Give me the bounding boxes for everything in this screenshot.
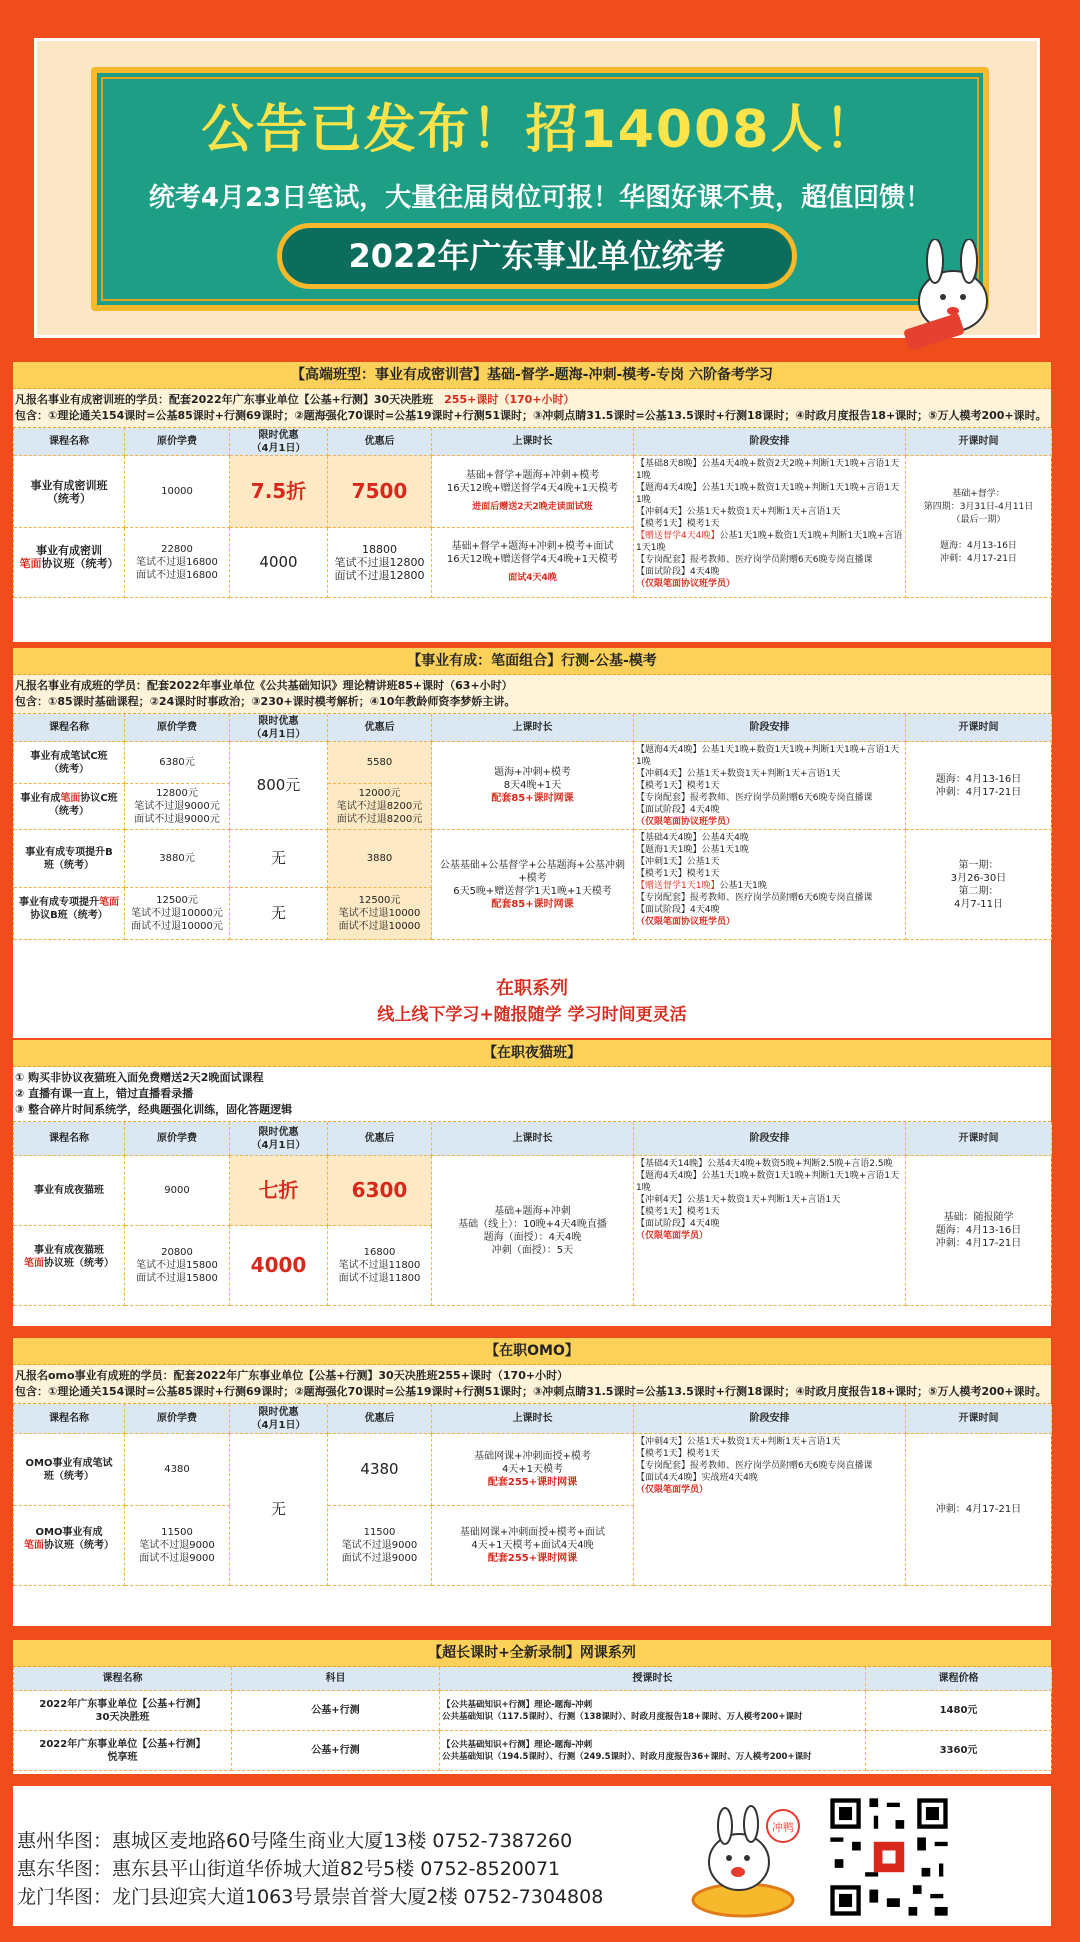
section-night-class bbox=[13, 1040, 1051, 1326]
course-duration: 基础+督学+题海+冲刺+模考 16天12晚+赠送督学4天4晚+1天模考 进面后赠送2天2晚走读面试班 bbox=[432, 456, 634, 528]
col-header: 原价学费 bbox=[125, 1122, 230, 1156]
section-title: 【事业有成：笔面组合】行测-公基-模考 bbox=[13, 648, 1051, 675]
course-duration: 【公共基础知识+行测】理论-题海-冲刺 公共基础知识（194.5课时）、行测（249.5课时）、时政月度报告36+课时、万人模考200+课时 bbox=[440, 1731, 866, 1771]
discount: 4000 bbox=[230, 528, 328, 598]
section-note: 凡报名事业有成密训班的学员：配套2022年广东事业单位【公基+行测】30天决胜班 255+课时（170+小时） 包含：①理论通关154课时=公基85课时+行测69课时；②题海强化70课时=公基19课时+行测51课时；③冲刺点睛31.5课时=公基13.5课时+行测18课时；④时政月度报告18+课时；⑤万人模考200+课时。 bbox=[13, 389, 1051, 428]
course-duration: 【公共基础知识+行测】理论-题海-冲刺 公共基础知识（117.5课时）、行测（138课时）、时政月度报告18+课时、万人模考200+课时 bbox=[440, 1691, 866, 1731]
final-price: 7500 bbox=[328, 456, 432, 528]
final-price: 6300 bbox=[328, 1156, 432, 1226]
course-name: 事业有成专项提升笔面协议B班（统考） bbox=[14, 888, 125, 940]
qr-code-icon bbox=[826, 1794, 952, 1920]
course-price: 3360元 bbox=[866, 1731, 1052, 1771]
discount: 无 bbox=[230, 830, 328, 888]
col-header: 上课时长 bbox=[432, 1404, 634, 1434]
final-price: 16800 笔试不过退11800 面试不过退11800 bbox=[328, 1226, 432, 1306]
course-table bbox=[13, 428, 1051, 598]
stage-schedule: 【基础8天8晚】公基4天4晚+数资2天2晚+判断1天1晚+言语1天1晚 【题海4天4晚】公基1天1晚+数资1天1晚+判断1天1晚+言语1天1晚 【冲刺4天】公基1天+数资1天+判断1天+言语1天 【模考1天】模考1天 【赠送督学4天4晚】公基1天1晚+数资1天1晚+判断1天1晚+言语1天1晚 【专岗配套】报考教师、医疗岗学员附赠6天6晚专岗直播课 【面试阶段】4天4晚 （仅限笔面协议班学员） bbox=[634, 456, 906, 598]
section-omo bbox=[13, 1338, 1051, 1626]
course-duration: 题海+冲刺+模考 8天4晚+1天 配套85+课时网课 bbox=[432, 742, 634, 830]
original-price: 3880元 bbox=[125, 830, 230, 888]
stage-schedule: 【基础4天4晚】公基4天4晚 【题海1天1晚】公基1天1晚 【冲刺1天】公基1天 【模考1天】模考1天 【赠送督学1天1晚】公基1天1晚 【专岗配套】报考教师、医疗岗学员附赠6天6晚专岗直播课 【面试阶段】4天4晚 （仅限笔面协议班学员） bbox=[634, 830, 906, 940]
col-header: 优惠后 bbox=[328, 1122, 432, 1156]
col-header: 上课时长 bbox=[432, 1122, 634, 1156]
online-course-table bbox=[13, 1667, 1051, 1771]
col-header: 限时优惠 （4月1日） bbox=[230, 1122, 328, 1156]
banner-title: 公告已发布！招14008人！ bbox=[201, 100, 879, 160]
rabbit-swim-mascot-icon bbox=[683, 1804, 803, 1922]
final-price: 18800 笔试不过退12800 面试不过退12800 bbox=[328, 528, 432, 598]
discount: 7.5折 bbox=[230, 456, 328, 528]
course-name: 事业有成夜猫班 bbox=[14, 1156, 125, 1226]
course-name: 2022年广东事业单位【公基+行测】 悦享班 bbox=[14, 1731, 232, 1771]
original-price: 11500 笔试不过退9000 面试不过退9000 bbox=[125, 1506, 230, 1586]
contact-line: 惠东华图：惠东县平山街道华侨城大道82号5楼 0752-8520071 bbox=[17, 1858, 561, 1880]
course-name: 事业有成密训班 （统考） bbox=[14, 456, 125, 528]
col-header: 阶段安排 bbox=[634, 428, 906, 456]
col-header: 阶段安排 bbox=[634, 714, 906, 742]
contact-line: 龙门华图：龙门县迎宾大道1063号景崇首誉大厦2楼 0752-7304808 bbox=[17, 1886, 604, 1908]
course-name: 事业有成夜猫班 笔面协议班（统考） bbox=[14, 1226, 125, 1306]
final-price: 11500 笔试不过退9000 面试不过退9000 bbox=[328, 1506, 432, 1586]
col-header: 阶段安排 bbox=[634, 1122, 906, 1156]
final-price: 4380 bbox=[328, 1434, 432, 1506]
col-header: 课程名称 bbox=[14, 1667, 232, 1691]
course-table bbox=[13, 714, 1051, 940]
col-header: 开课时间 bbox=[906, 1122, 1052, 1156]
original-price: 9000 bbox=[125, 1156, 230, 1226]
stage-schedule: 【基础4天14晚】公基4天4晚+数资5晚+判断2.5晚+言语2.5晚 【题海4天4晚】公基1天1晚+数资1天1晚+判断1天1晚+言语1天1晚 【冲刺4天】公基1天+数资1天+判断1天+言语1天 【模考1天】模考1天 【面试阶段】4天4晚 （仅限笔面学员） bbox=[634, 1156, 906, 1306]
course-duration: 基础+督学+题海+冲刺+模考+面试 16天12晚+赠送督学4天4晚+1天模考 面试4天4晚 bbox=[432, 528, 634, 598]
banner-plate bbox=[91, 67, 989, 311]
col-header: 上课时长 bbox=[432, 714, 634, 742]
discount: 800元 bbox=[230, 742, 328, 830]
original-price: 22800 笔试不过退16800 面试不过退16800 bbox=[125, 528, 230, 598]
section-note: 凡报名omo事业有成班的学员：配套2022年广东事业单位【公基+行测】30天决胜班255+课时（170+小时） 包含：①理论通关154课时=公基85课时+行测69课时；②题海强化70课时=公基19课时+行测51课时；③冲刺点睛31.5课时=公基13.5课时+行测18课时；④时政月度报告18+课时；⑤万人模考200+课时。 bbox=[13, 1365, 1051, 1404]
final-price: 12000元 笔试不过退8200元 面试不过退8200元 bbox=[328, 784, 432, 830]
section-title: 【在职夜猫班】 bbox=[13, 1040, 1051, 1067]
discount: 七折 bbox=[230, 1156, 328, 1226]
discount: 无 bbox=[230, 1434, 328, 1586]
banner-pill: 2022年广东事业单位统考 bbox=[277, 223, 797, 289]
start-date: 题海：4月13-16日 冲刺：4月17-21日 bbox=[906, 742, 1052, 830]
course-table bbox=[13, 1122, 1051, 1306]
slogan: 在职系列 线上线下学习+随报随学 学习时间更灵活 bbox=[13, 968, 1051, 1038]
course-name: 事业有成密训 笔面协议班（统考） bbox=[14, 528, 125, 598]
col-header: 课程名称 bbox=[14, 1122, 125, 1156]
section-combo bbox=[13, 648, 1051, 968]
mascot-badge: 冲鸭 bbox=[772, 1821, 794, 1834]
course-duration: 公基基础+公基督学+公基题海+公基冲刺+模考 6天5晚+赠送督学1天1晚+1天模考 配套85+课时网课 bbox=[432, 830, 634, 940]
original-price: 10000 bbox=[125, 456, 230, 528]
start-date: 第一期： 3月26-30日 第二期： 4月7-11日 bbox=[906, 830, 1052, 940]
section-note: 凡报名事业有成班的学员：配套2022年事业单位《公共基础知识》理论精讲班85+课时（63+小时） 包含：①85课时基础课程；②24课时时事政治；③230+课时模考解析；④10年教龄师资李梦娇主讲。 bbox=[13, 675, 1051, 714]
col-header: 课程名称 bbox=[14, 1404, 125, 1434]
section-title: 【高端班型：事业有成密训营】基础-督学-题海-冲刺-模考-专岗 六阶备考学习 bbox=[13, 362, 1051, 389]
col-header: 开课时间 bbox=[906, 428, 1052, 456]
col-header: 课程名称 bbox=[14, 714, 125, 742]
final-price: 3880 bbox=[328, 830, 432, 888]
original-price: 6380元 bbox=[125, 742, 230, 784]
col-header: 课程价格 bbox=[866, 1667, 1052, 1691]
col-header: 优惠后 bbox=[328, 428, 432, 456]
col-header: 授课时长 bbox=[440, 1667, 866, 1691]
course-name: OMO事业有成笔试 班（统考） bbox=[14, 1434, 125, 1506]
col-header: 课程名称 bbox=[14, 428, 125, 456]
original-price: 12500元 笔试不过退10000元 面试不过退10000元 bbox=[125, 888, 230, 940]
rabbit-mascot-icon bbox=[899, 239, 1007, 349]
section-title: 【在职OMO】 bbox=[13, 1338, 1051, 1365]
section-note: ① 购买非协议夜猫班入面免费赠送2天2晚面试课程 ② 直播有课一直上，错过直播看录播 ③ 整合碎片时间系统学，经典题强化训练，固化答题逻辑 bbox=[13, 1067, 1051, 1122]
col-header: 限时优惠 （4月1日） bbox=[230, 714, 328, 742]
banner-subtitle: 统考4月23日笔试，大量往届岗位可报！华图好课不贵，超值回馈！ bbox=[148, 183, 932, 213]
col-header: 优惠后 bbox=[328, 1404, 432, 1434]
col-header: 限时优惠 （4月1日） bbox=[230, 428, 328, 456]
original-price: 12800元 笔试不过退9000元 面试不过退9000元 bbox=[125, 784, 230, 830]
course-duration: 基础网课+冲刺面授+模考+面试 4天+1天模考+面试4天4晚 配套255+课时网课 bbox=[432, 1506, 634, 1586]
course-subject: 公基+行测 bbox=[232, 1731, 440, 1771]
course-name: 事业有成专项提升B 班（统考） bbox=[14, 830, 125, 888]
stage-schedule: 【题海4天4晚】公基1天1晚+数资1天1晚+判断1天1晚+言语1天1晚 【冲刺4天】公基1天+数资1天+判断1天+言语1天 【模考1天】模考1天 【专岗配套】报考教师、医疗岗学员附赠6天6晚专岗直播课 【面试阶段】4天4晚 （仅限笔面协议班学员） bbox=[634, 742, 906, 830]
course-table bbox=[13, 1404, 1051, 1586]
start-date: 冲刺：4月17-21日 bbox=[906, 1434, 1052, 1586]
section-title: 【超长课时+全新录制】网课系列 bbox=[13, 1640, 1051, 1667]
course-price: 1480元 bbox=[866, 1691, 1052, 1731]
col-header: 原价学费 bbox=[125, 714, 230, 742]
course-subject: 公基+行测 bbox=[232, 1691, 440, 1731]
col-header: 开课时间 bbox=[906, 714, 1052, 742]
col-header: 原价学费 bbox=[125, 428, 230, 456]
discount: 无 bbox=[230, 888, 328, 940]
course-duration: 基础网课+冲刺面授+模考 4天+1天模考 配套255+课时网课 bbox=[432, 1434, 634, 1506]
section-online-courses bbox=[13, 1640, 1051, 1774]
start-date: 基础+督学： 第四期：3月31日-4月11日 （最后一期） 题海：4月13-16日 冲刺：4月17-21日 bbox=[906, 456, 1052, 598]
contact-footer bbox=[13, 1786, 1051, 1926]
course-name: 事业有成笔面协议C班（统考） bbox=[14, 784, 125, 830]
course-name: 2022年广东事业单位【公基+行测】 30天决胜班 bbox=[14, 1691, 232, 1731]
course-duration: 基础+题海+冲刺 基础（线上）：10晚+4天4晚直播 题海（面授）：4天4晚 冲刺（面授）：5天 bbox=[432, 1156, 634, 1306]
col-header: 开课时间 bbox=[906, 1404, 1052, 1434]
original-price: 20800 笔试不过退15800 面试不过退15800 bbox=[125, 1226, 230, 1306]
contact-line: 惠州华图：惠城区麦地路60号隆生商业大厦13楼 0752-7387260 bbox=[17, 1830, 573, 1852]
col-header: 科目 bbox=[232, 1667, 440, 1691]
final-price: 12500元 笔试不过退10000 面试不过退10000 bbox=[328, 888, 432, 940]
col-header: 上课时长 bbox=[432, 428, 634, 456]
banner bbox=[34, 38, 1040, 338]
col-header: 限时优惠 （4月1日） bbox=[230, 1404, 328, 1434]
section-elite-camp bbox=[13, 362, 1051, 642]
col-header: 优惠后 bbox=[328, 714, 432, 742]
course-name: OMO事业有成 笔面协议班（统考） bbox=[14, 1506, 125, 1586]
col-header: 阶段安排 bbox=[634, 1404, 906, 1434]
discount: 4000 bbox=[230, 1226, 328, 1306]
start-date: 基础：随报随学 题海：4月13-16日 冲刺：4月17-21日 bbox=[906, 1156, 1052, 1306]
original-price: 4380 bbox=[125, 1434, 230, 1506]
col-header: 原价学费 bbox=[125, 1404, 230, 1434]
course-name: 事业有成笔试C班 （统考） bbox=[14, 742, 125, 784]
final-price: 5580 bbox=[328, 742, 432, 784]
stage-schedule: 【冲刺4天】公基1天+数资1天+判断1天+言语1天 【模考1天】模考1天 【专岗配套】报考教师、医疗岗学员附赠6天6晚专岗直播课 【面试4天4晚】实战班4天4晚 （仅限笔面学员） bbox=[634, 1434, 906, 1586]
